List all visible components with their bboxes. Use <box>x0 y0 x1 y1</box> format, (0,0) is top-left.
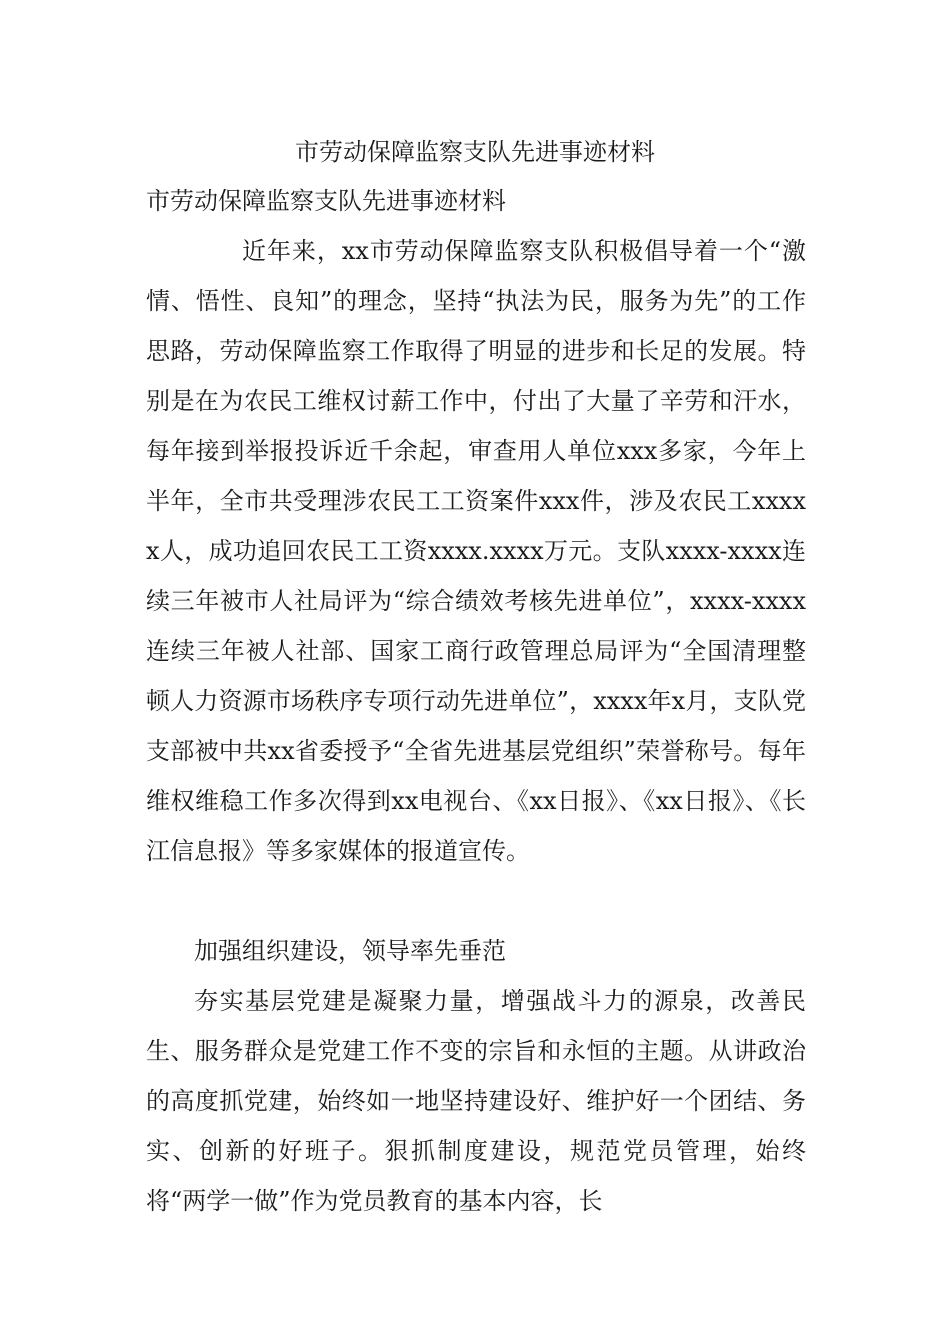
document-title: 市劳动保障监察支队先进事迹材料 <box>295 138 655 166</box>
document-subtitle: 市劳动保障监察支队先进事迹材料 <box>146 187 506 215</box>
paragraph-intro: 近年来，xx市劳动保障监察支队积极倡导着一个“激情、悟性、良知”的理念，坚持“执法为民，服务为先”的工作思路，劳动保障监察工作取得了明显的进步和长足的发展。特别是在为农民工维权讨薪工作中，付出了大量了辛劳和汗水，每年接到举报投诉近千余起，审查用人单位xxx多家，今年上半年，全市共受理涉农民工工资案件xxx件，涉及农民工xxxxx人，成功追回农民工工资xxxx.xxxx万元。支队xxxx-xxxx连续三年被市人社局评为“综合绩效考核先进单位”，xxxx-xxxx连续三年被人社部、国家工商行政管理总局评为“全国清理整顿人力资源市场秩序专项行动先进单位”，xxxx年x月，支队党支部被中共xx省委授予“全省先进基层党组织”荣誉称号。每年维权维稳工作多次得到xx电视台、《xx日报》、《xx日报》、《长江信息报》等多家媒体的报道宣传。 <box>146 237 806 865</box>
section-heading: 加强组织建设，领导率先垂范 <box>194 937 506 965</box>
paragraph-party-building: 夯实基层党建是凝聚力量，增强战斗力的源泉，改善民生、服务群众是党建工作不变的宗旨和永恒的主题。从讲政治的高度抓党建，始终如一地坚持建设好、维护好一个团结、务实、创新的好班子。狠抓制度建设，规范党员管理，始终将“两学一做”作为党员教育的基本内容，长 <box>146 987 806 1215</box>
